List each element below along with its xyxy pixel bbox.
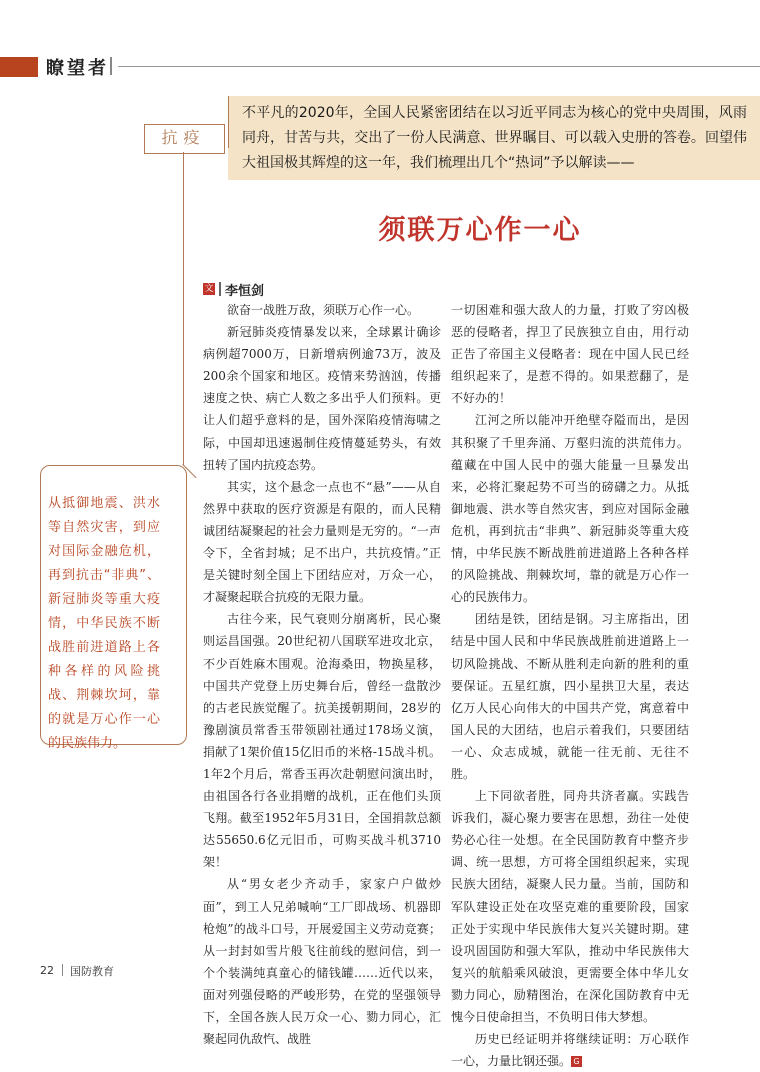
pull-quote-text: 从抵御地震、洪水等自然灾害，到应对国际金融危机，再到抗击“非典”、新冠肺炎等重大疫情，中华民族不断战胜前进道路上各种各样的风险挑战、荆棘坎坷，靠的就是万心作一心的民族伟力。: [48, 496, 160, 751]
topic-tag: 抗疫: [161, 128, 206, 147]
section-title: 瞭望者: [46, 58, 109, 79]
intro-text: 不平凡的2020年，全国人民紧密团结在以习近平同志为核心的党中央周围，风雨同舟，甘苦与共，交出了一份人民满意、世界瞩目、可以载入史册的答卷。回望伟大祖国极其辉煌的这一年，我们梳理出几个“热词”予以解读——: [242, 105, 747, 171]
paragraph: 江河之所以能冲开绝壁夺隘而出，是因其积聚了千里奔涌、万壑归流的洪荒伟力。蕴藏在中国人民中的强大能量一旦暴发出来，必将汇聚起势不可当的磅礴之力。从抵御地震、洪水等自然灾害，到应对国际金融危机，再到抗击“非典”、新冠肺炎等重大疫情，中华民族不断战胜前进道路上各种各样的风险挑战、荆棘坎坷，靠的就是万心作一心的民族伟力。: [451, 413, 689, 605]
article-title: 须联万心作一心: [378, 215, 582, 246]
page-number: 22: [40, 964, 54, 977]
article-column-left: [203, 299, 441, 1050]
paragraph: 新冠肺炎疫情暴发以来，全球累计确诊病例超7000万，日新增病例逾73万，波及200余个国家和地区。疫情来势汹汹，传播速度之快、病亡人数之多出乎人们预料。更让人们超乎意料的是，国外深陷疫情海啸之际，中国却迅速遏制住疫情蔓延势头，有效扭转了国内抗疫态势。: [203, 325, 441, 472]
header-accent-bar: [0, 57, 38, 77]
paragraph: 古往今来，民气衰则分崩离析，民心聚则运昌国强。20世纪初八国联军进攻北京，不少百姓麻木围观。沧海桑田，物换星移，中国共产党登上历史舞台后，曾经一盘散沙的古老民族觉醒了。抗美援朝期间，28岁的豫剧演员常香玉带领剧社通过178场义演，捐献了1架价值15亿旧币的米格-15战斗机。1年2个月后，常香玉再次赴朝慰问演出时，由祖国各行各业捐赠的战机，正在他们头顶飞翔。截至1952年5月31日，全国捐款总额达55650.6亿元旧币，可购买战斗机3710架！: [203, 612, 441, 870]
decorative-vertical-line: [183, 152, 184, 465]
end-mark-icon: G: [571, 1056, 582, 1067]
header-rule: [118, 66, 760, 67]
author-mark-icon: 文: [204, 284, 214, 294]
paragraph: 团结是铁，团结是钢。习主席指出，团结是中国人民和中华民族战胜前进道路上一切风险挑战、不断从胜利走向新的胜利的重要保证。五星红旗，四小星拱卫大星，表达亿万人民心向伟大的中国共产党，寓意着中国人民的大团结，也启示着我们，只要团结一心、众志成城，就能一往无前、无往不胜。: [451, 612, 689, 781]
intro-border-line: [228, 96, 229, 148]
author-name: 李恒剑: [225, 284, 265, 299]
paragraph: 从“男女老少齐动手，家家户户做炒面”，到工人兄弟喊响“工厂即战场、机器即枪炮”的战斗口号，开展爱国主义劳动竞赛；从一封封如雪片般飞往前线的慰问信，到一个个装满纯真童心的储钱罐……近代以来，面对列强侵略的严峻形势，在党的坚强领导下，全国各族人民万众一心、勠力同心，汇聚起同仇敌忾、战胜: [203, 877, 441, 1047]
footer-separator: [62, 964, 63, 976]
final-paragraph-text: 历史已经证明并将继续证明：万心联作一心，力量比钢还强。: [451, 1032, 689, 1069]
paragraph: 其实，这个悬念一点也不“悬”——从自然界中获取的医疗资源是有限的，而人民精诚团结凝聚起的社会力量则是无穷的。“一声令下，全省封城；足不出户，共抗疫情。”正是关键时刻全国上下团结应对，万众一心，才凝聚起联合抗疫的无限力量。: [203, 479, 441, 605]
article-column-right: [451, 299, 689, 1072]
magazine-name: 国防教育: [70, 965, 114, 978]
paragraph: 欲奋一战胜万敌，须联万心作一心。: [227, 303, 420, 317]
paragraph-final: [451, 1028, 689, 1072]
header-divider: [110, 57, 112, 75]
paragraph-continued: 一切困难和强大敌人的力量，打败了穷凶极恶的侵略者，捍卫了民族独立自由，用行动正告了帝国主义侵略者：现在中国人民已经组织起来了，是惹不得的。如果惹翻了，是不好办的！: [451, 303, 689, 406]
paragraph: 上下同欲者胜，同舟共济者赢。实践告诉我们，凝心聚力要害在思想，劲往一处使势必心往一处想。在全民国防教育中整齐步调、统一思想，方可将全国组织起来，实现民族大团结，凝聚人民力量。当前，国防和军队建设正处在攻坚克难的重要阶段，国家正处于实现中华民族伟大复兴关键时期。建设巩固国防和强大军队，推动中华民族伟大复兴的航船乘风破浪，更需要全体中华儿女勠力同心，励精图治，在深化国防教育中无愧今日使命担当，不负明日伟大梦想。: [451, 789, 689, 1024]
author-separator: [219, 282, 221, 296]
